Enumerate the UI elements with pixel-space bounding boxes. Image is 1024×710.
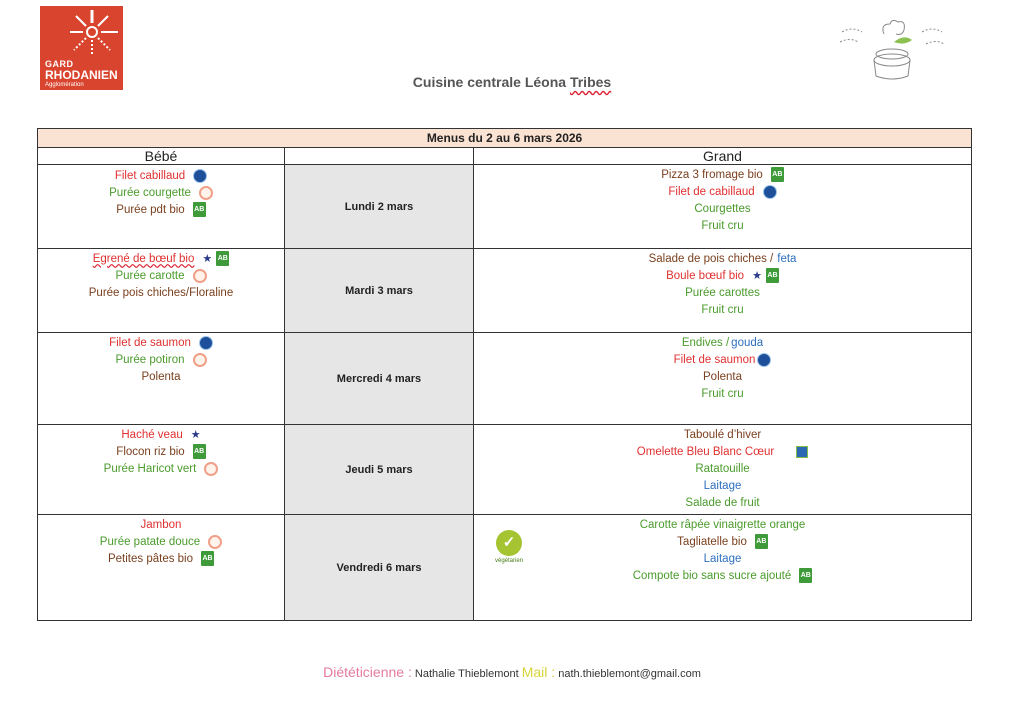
origin-france-icon: ★ — [202, 252, 213, 265]
list-item: Purée pois chiches/Floraline — [88, 286, 234, 299]
column-day-header — [285, 148, 474, 165]
chef-pot-illustration-icon — [834, 12, 950, 82]
list-item: Tagliatelle bio AB — [677, 535, 767, 548]
day-label: Mercredi 4 mars — [285, 333, 474, 425]
bebe-cell — [38, 515, 285, 621]
grand-cell — [474, 515, 972, 621]
list-item: Taboulé d’hiver — [683, 428, 762, 441]
list-item: Purée carottes — [685, 286, 760, 299]
list-item: Laitage — [703, 552, 742, 565]
day-label: Jeudi 5 mars — [285, 425, 474, 515]
list-item: Filet de saumon — [474, 351, 971, 368]
bebe-cell — [38, 425, 285, 515]
list-item: Purée Haricot vert — [38, 460, 284, 477]
logo-line-1: GARD — [45, 59, 74, 69]
list-item: Purée carotte — [38, 267, 284, 284]
mail-label: Mail : — [521, 664, 556, 680]
list-item: Purée pdt bio AB — [116, 203, 205, 216]
day-label: Mardi 3 mars — [285, 249, 474, 333]
grand-cell — [474, 165, 972, 249]
homemade-icon — [204, 462, 218, 476]
list-item: Compote bio sans sucre ajouté AB — [632, 569, 811, 582]
list-item: Filet de saumon — [38, 334, 284, 351]
day-label: Vendredi 6 mars — [285, 515, 474, 621]
table-row — [38, 249, 972, 333]
logo-line-3: Agglomération — [45, 82, 84, 88]
organic-ab-icon: AB — [755, 534, 768, 549]
organic-ab-icon: AB — [799, 568, 812, 583]
list-item: Fruit cru — [701, 303, 744, 316]
list-item: Salade de pois chiches / feta — [648, 252, 797, 265]
vegetarian-icon: ✓ — [496, 530, 522, 556]
bleu-blanc-coeur-icon — [796, 446, 808, 458]
list-item: Egrené de bœuf bio ★ AB — [92, 252, 228, 265]
logo-line-2: RHODANIEN — [45, 68, 118, 82]
vegetarian-badge — [494, 530, 524, 564]
blue-label-icon — [763, 185, 777, 199]
email-address: nath.thieblemont@gmail.com — [555, 668, 701, 680]
table-row — [38, 425, 972, 515]
list-item: Purée potiron — [38, 351, 284, 368]
day-label: Lundi 2 mars — [285, 165, 474, 249]
list-item: Fruit cru — [701, 219, 744, 232]
list-item: Filet de cabillaud — [474, 183, 971, 200]
column-bebe-header: Bébé — [38, 148, 285, 165]
list-item: Endives / gouda — [681, 336, 764, 349]
logo-sun-icon — [40, 6, 123, 60]
grand-cell — [474, 333, 972, 425]
list-item: Petites pâtes bio AB — [107, 552, 213, 565]
blue-label-icon — [193, 169, 207, 183]
grand-cell — [474, 425, 972, 515]
blue-label-icon — [199, 336, 213, 350]
list-item: Purée patate douce — [38, 533, 284, 550]
homemade-icon — [208, 535, 222, 549]
list-item: Pizza 3 fromage bio AB — [661, 168, 783, 181]
homemade-icon — [193, 269, 207, 283]
list-item: Laitage — [703, 479, 742, 492]
footer-contact — [0, 664, 1024, 680]
organic-ab-icon: AB — [193, 202, 206, 217]
organic-ab-icon: AB — [216, 251, 229, 266]
title-name: Tribes — [569, 74, 612, 90]
grand-cell — [474, 249, 972, 333]
list-item: Ratatouille — [695, 462, 750, 475]
list-item: Courgettes — [694, 202, 751, 215]
table-row — [38, 333, 972, 425]
list-item: Filet cabillaud — [38, 167, 284, 184]
bebe-cell — [38, 333, 285, 425]
bebe-cell — [38, 249, 285, 333]
menu-header: Menus du 2 au 6 mars 2026 — [38, 129, 972, 148]
vegetarian-label: végétarien — [494, 558, 524, 564]
page-title — [0, 74, 1024, 90]
list-item: Haché veau ★ — [121, 428, 201, 441]
list-item: Flocon riz bio AB — [116, 445, 205, 458]
gouda-label: gouda — [731, 336, 764, 349]
list-item: Polenta — [703, 370, 743, 383]
column-grand-header: Grand — [474, 148, 972, 165]
list-item: Purée courgette — [38, 184, 284, 201]
list-item: Salade de fruit — [685, 496, 760, 509]
list-item: Omelette Bleu Blanc Cœur — [474, 443, 971, 460]
organic-ab-icon: AB — [766, 268, 779, 283]
dietitian-label: Diététicienne : — [323, 664, 412, 680]
feta-label: feta — [777, 252, 797, 265]
list-item: Carotte râpée vinaigrette orange — [639, 518, 806, 531]
organic-ab-icon: AB — [771, 167, 784, 182]
title-prefix: Cuisine centrale Léona — [412, 74, 570, 90]
list-item: Jambon — [140, 518, 182, 531]
organic-ab-icon: AB — [193, 444, 206, 459]
dietitian-name: Nathalie Thieblemont — [411, 668, 522, 680]
table-row — [38, 165, 972, 249]
homemade-icon — [193, 353, 207, 367]
bebe-cell — [38, 165, 285, 249]
list-item: Boule bœuf bio ★ AB — [666, 269, 778, 282]
list-item: Polenta — [141, 370, 181, 383]
list-item: Fruit cru — [701, 387, 744, 400]
homemade-icon — [199, 186, 213, 200]
origin-france-icon: ★ — [752, 269, 762, 282]
origin-france-icon: ★ — [190, 428, 201, 441]
blue-label-icon — [757, 353, 771, 367]
organic-ab-icon: AB — [201, 551, 214, 566]
